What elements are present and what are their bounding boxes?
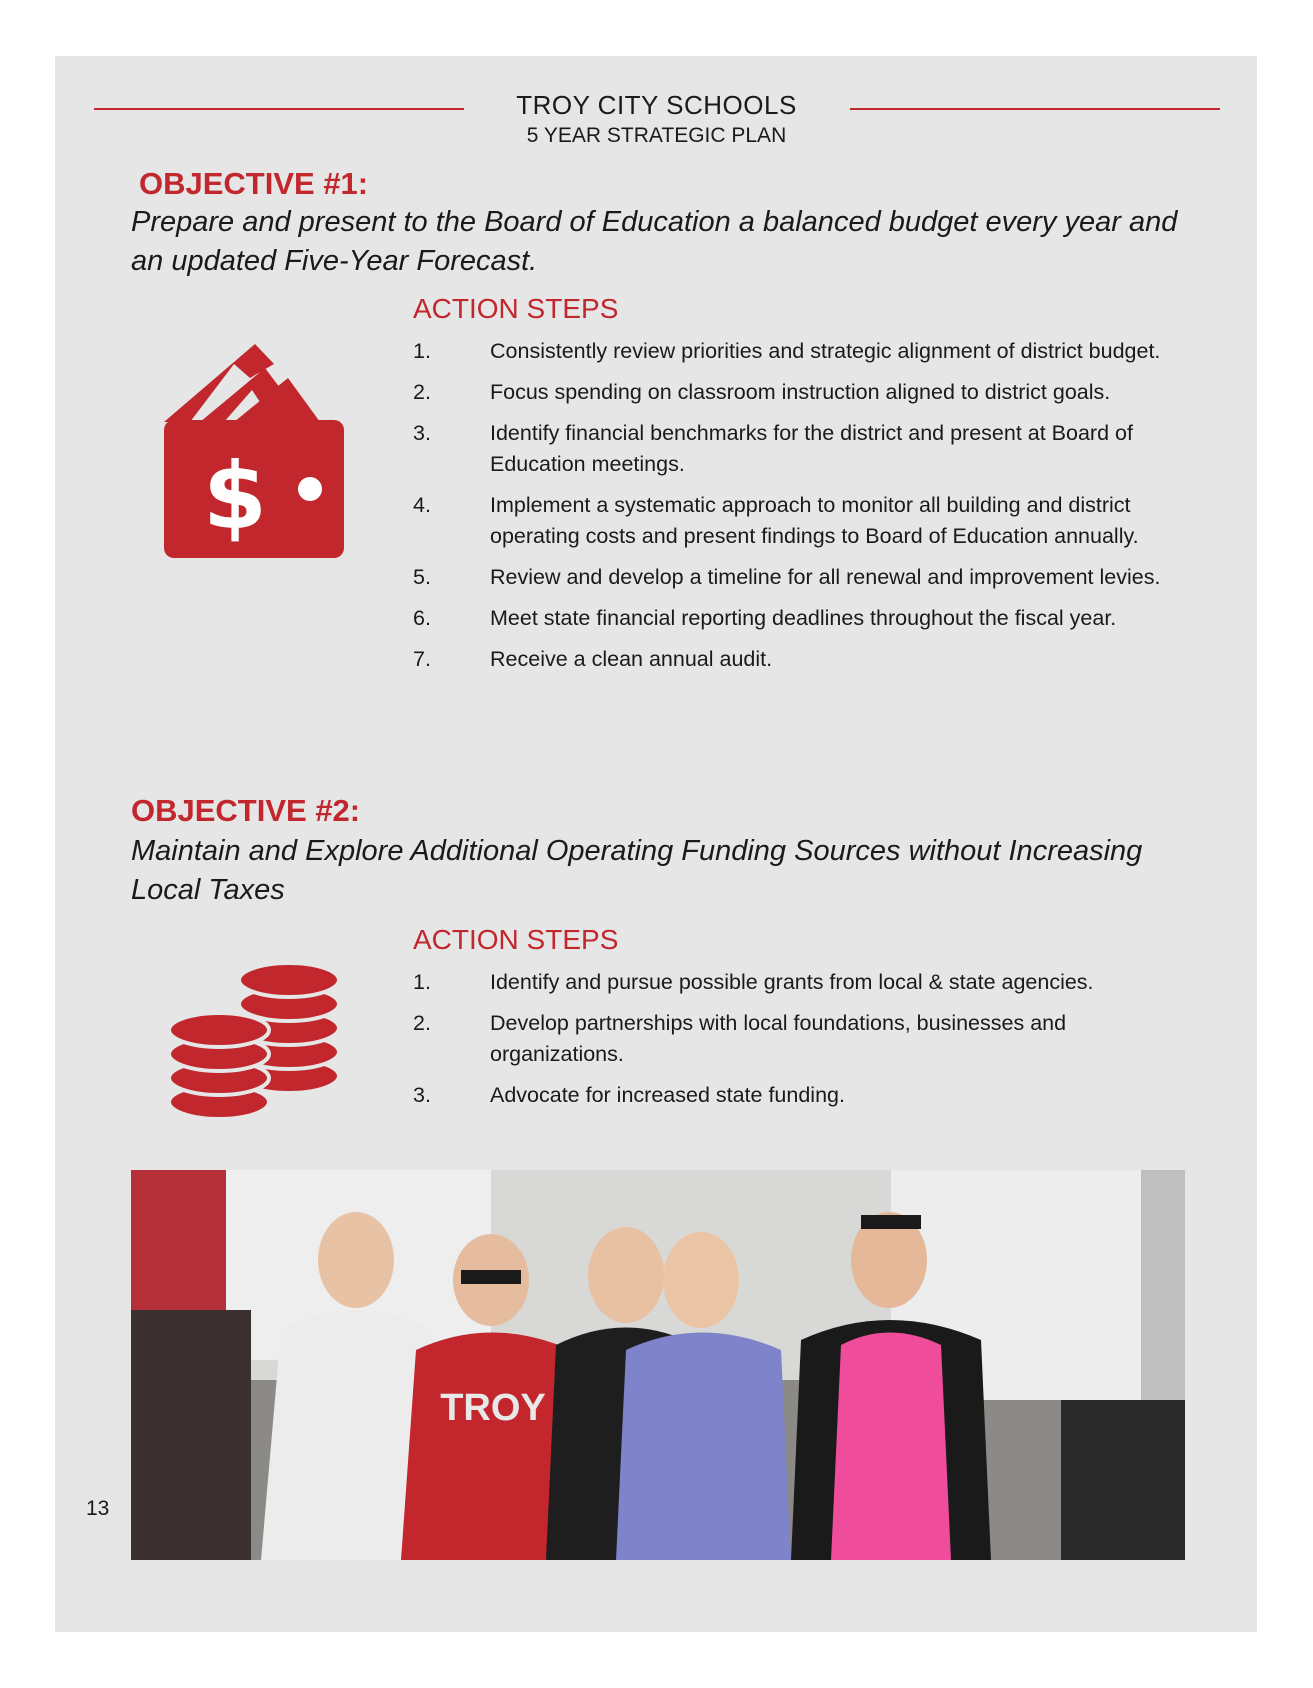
step-text: Meet state financial reporting deadlines throughout the fiscal year. xyxy=(490,606,1117,630)
list-item xyxy=(413,603,1193,634)
step-text: Receive a clean annual audit. xyxy=(490,647,773,671)
header-subtitle: 5 YEAR STRATEGIC PLAN xyxy=(526,124,787,147)
step-number: 6. xyxy=(413,606,431,630)
step-number: 3. xyxy=(413,421,431,445)
students-photo-illustration xyxy=(131,1170,1185,1560)
step-number: 2. xyxy=(413,380,431,404)
list-item xyxy=(413,1080,1193,1111)
objective-1-text: Prepare and present to the Board of Education a balanced budget every year and an updated Five-Year Forecast. xyxy=(131,206,1178,277)
header-title: TROY CITY SCHOOLS xyxy=(516,90,797,120)
objective-2-steps-heading: ACTION STEPS xyxy=(413,924,619,955)
step-text: Implement a systematic approach to monitor all building and district operating costs and present findings to Board of Education annually. xyxy=(490,493,1139,548)
list-item xyxy=(413,490,1193,552)
step-number: 7. xyxy=(413,647,431,671)
shirt-text: TROY xyxy=(440,1387,546,1429)
step-text: Review and develop a timeline for all renewal and improvement levies. xyxy=(490,565,1161,589)
svg-text:$: $ xyxy=(202,443,268,550)
coin-stacks-icon xyxy=(168,958,340,1122)
page-number: 13 xyxy=(86,1497,110,1520)
step-number: 4. xyxy=(413,493,431,517)
objective-1-steps xyxy=(413,336,1193,685)
step-text: Identify financial benchmarks for the district and present at Board of Education meetings. xyxy=(490,421,1133,476)
list-item xyxy=(413,418,1193,480)
objective-1-heading: OBJECTIVE #1: xyxy=(139,166,369,201)
step-number: 1. xyxy=(413,970,431,994)
wallet-dollar-icon xyxy=(160,342,346,560)
step-number: 1. xyxy=(413,339,431,363)
list-item xyxy=(413,644,1193,675)
list-item xyxy=(413,336,1193,367)
list-item xyxy=(413,1008,1193,1070)
step-text: Advocate for increased state funding. xyxy=(490,1083,845,1107)
step-text: Focus spending on classroom instruction aligned to district goals. xyxy=(490,380,1111,404)
objective-2-steps xyxy=(413,967,1193,1121)
list-item xyxy=(413,562,1193,593)
objective-2-heading: OBJECTIVE #2: xyxy=(131,793,361,828)
objective-1-steps-heading: ACTION STEPS xyxy=(413,293,619,324)
step-text: Identify and pursue possible grants from local & state agencies. xyxy=(490,970,1094,994)
step-number: 3. xyxy=(413,1083,431,1107)
step-number: 5. xyxy=(413,565,431,589)
step-text: Develop partnerships with local foundations, businesses and organizations. xyxy=(490,1011,1067,1066)
list-item xyxy=(413,377,1193,408)
students-photo xyxy=(131,1170,1185,1560)
list-item xyxy=(413,967,1193,998)
step-number: 2. xyxy=(413,1011,431,1035)
objective-2-text: Maintain and Explore Additional Operating Funding Sources without Increasing Local Taxes xyxy=(131,835,1143,906)
step-text: Consistently review priorities and strategic alignment of district budget. xyxy=(490,339,1161,363)
